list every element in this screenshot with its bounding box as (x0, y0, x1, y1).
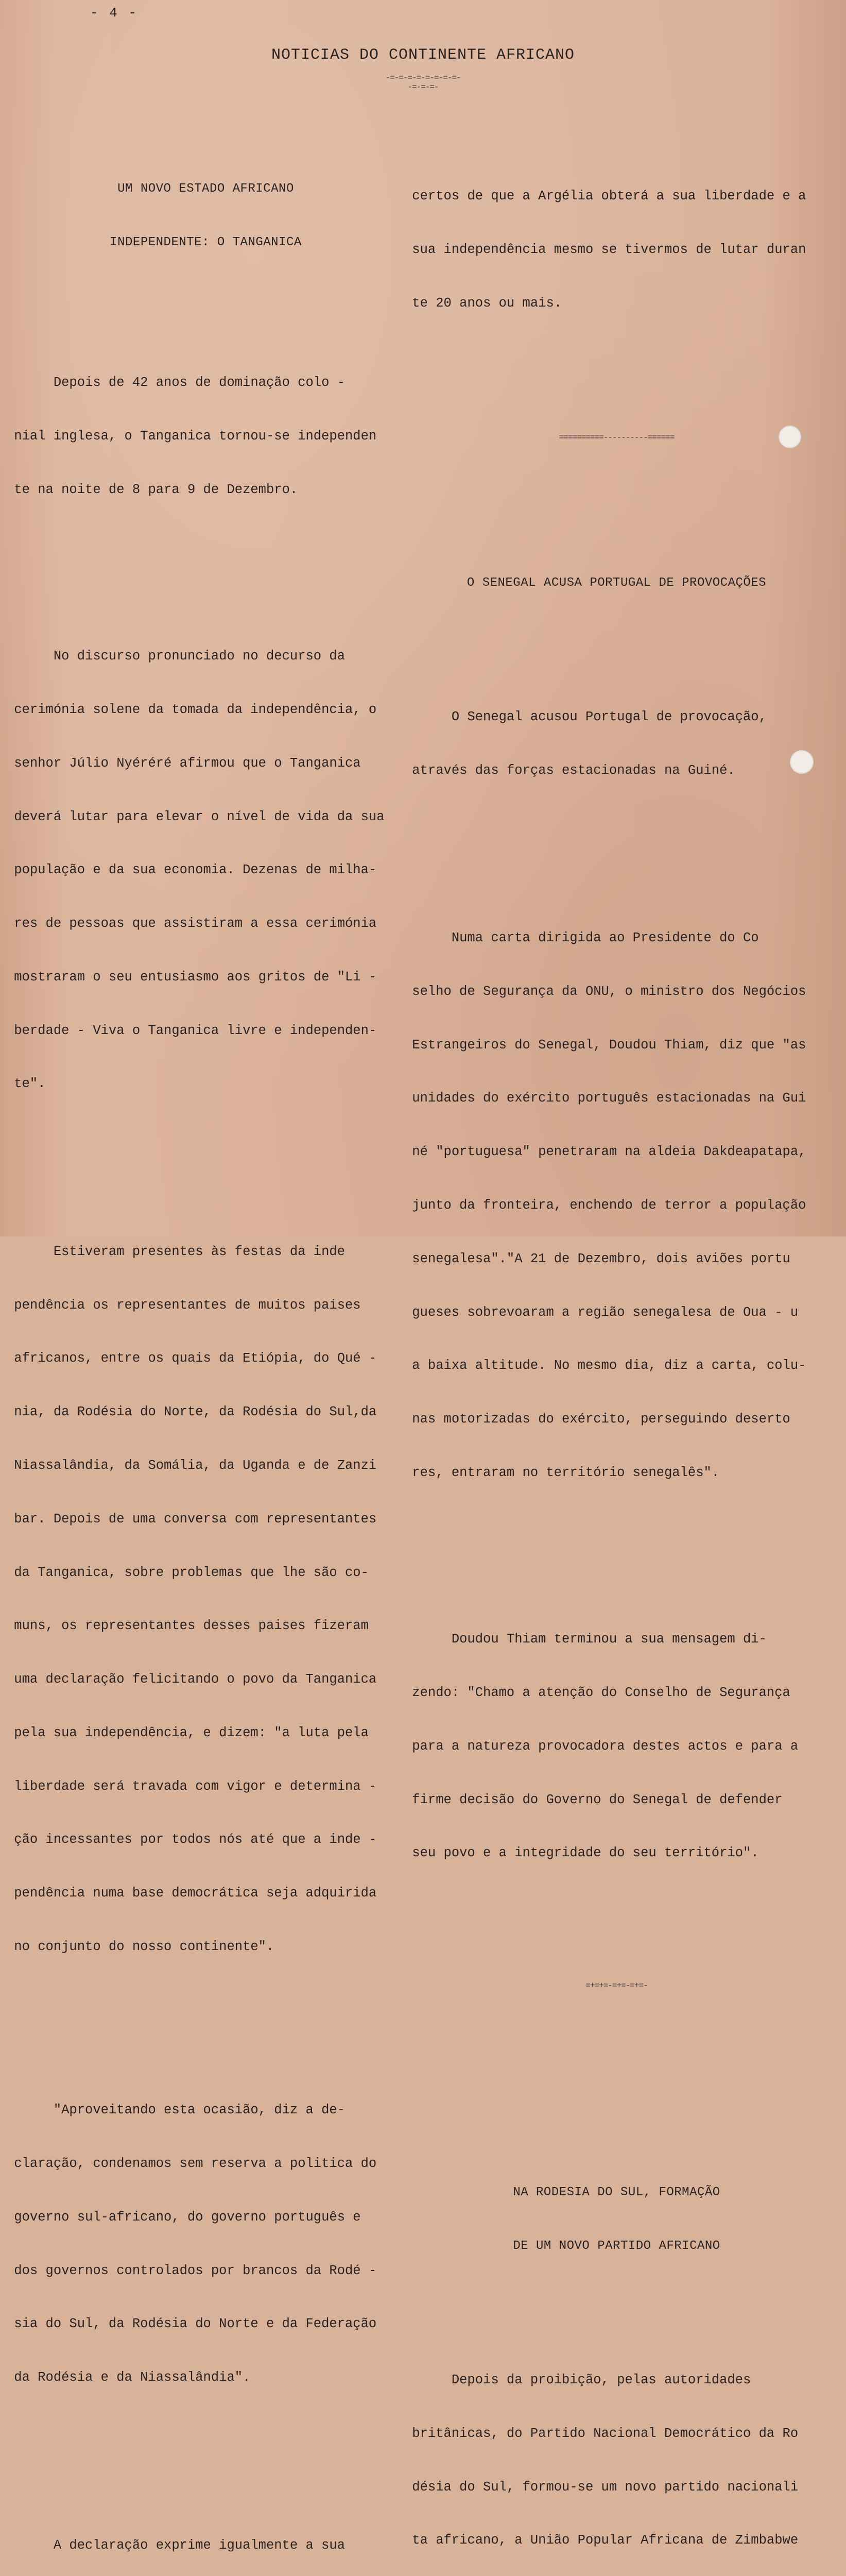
text-line: ção incessantes por todos nós até que a inde - (6, 1832, 377, 1848)
text-line: "Aproveitando esta ocasião, diz a de- (6, 2103, 346, 2118)
text-line: certos de que a Argélia obterá a sua liberdade e a (404, 189, 806, 204)
masthead-rule-top: -=-=-=-=-=-=-=-=- (385, 73, 461, 82)
text-line: zendo: "Chamo a atenção do Conselho de Segurança (404, 1685, 790, 1701)
section-divider: ==========----------====== (559, 433, 675, 443)
right-column (404, 116, 829, 2576)
paragraph (404, 1595, 829, 1898)
text-line: junto da fronteira, enchendo de terror a população (404, 1198, 806, 1213)
left-column (6, 109, 405, 2576)
text-line: pela sua independência, e dizem: "a luta pela (6, 1725, 369, 1740)
text-line: désia do Sul, formou-se um novo partido nacionali (404, 2479, 799, 2495)
text-line: bar. Depois de uma conversa com representantes (6, 1511, 377, 1527)
text-line: mostraram o seu entusiasmo aos gritos de "Li - (6, 969, 377, 985)
article-tanganica (6, 145, 405, 2576)
masthead-rule-bottom: -=-=-=- (407, 82, 439, 92)
text-line: nas motorizadas do exército, perseguindo deserto (404, 1412, 790, 1427)
article-radio-argelina-continued (404, 152, 829, 348)
text-line: liberdade será travada com vigor e determina - (6, 1778, 377, 1794)
punch-hole (779, 426, 801, 448)
text-line: uma declaração felicitando o povo da Tanganica (6, 1672, 377, 1687)
text-line: selho de Segurança da ONU, o ministro dos Negócios (404, 984, 806, 999)
text-line: berdade - Viva o Tanganica livre e independen- (6, 1023, 377, 1038)
paragraph (404, 673, 829, 816)
page-number: - 4 - (90, 5, 139, 21)
article-headline: INDEPENDENTE: O TANGANICA (110, 235, 302, 250)
text-line: pendência numa base democrática seja adquirida (6, 1886, 377, 1901)
text-line: cerimónia solene da tomada da independência, o (6, 702, 377, 717)
masthead-title: NOTICIAS DO CONTINENTE AFRICANO (271, 46, 575, 64)
article-headline: NA RODESIA DO SUL, FORMAÇÃO (513, 2185, 720, 2200)
article-headline: DE UM NOVO PARTIDO AFRICANO (513, 2239, 720, 2253)
text-line: Estiveram presentes às festas da inde (6, 1244, 346, 1259)
text-line: Depois de 42 anos de dominação colo - (6, 375, 346, 391)
text-line: A declaração exprime igualmente a sua (6, 2537, 346, 2553)
text-line: pendência os representantes de muitos paises (6, 1297, 361, 1313)
article-rodesia-do-sul (404, 2148, 829, 2576)
text-line: sua independência mesmo se tivermos de lutar duran (404, 242, 806, 258)
paragraph (404, 894, 829, 1518)
text-line: seu povo e a integridade do seu território". (404, 1845, 759, 1861)
text-line: governo sul-africano, do governo português e (6, 2209, 361, 2225)
text-line: claração, condenamos sem reserva a politica do (6, 2156, 377, 2172)
text-line: através das forças estacionadas na Guiné. (404, 762, 735, 778)
section-divider: =+=+=-=+=-=+=- (585, 1980, 648, 1990)
article-headline: UM NOVO ESTADO AFRICANO (117, 182, 294, 196)
paragraph (404, 2336, 829, 2576)
text-line: te na noite de 8 para 9 de Dezembro. (6, 482, 298, 497)
text-line: Niassalândia, da Somália, da Uganda e de Zanzi (6, 1458, 377, 1473)
text-line: dos governos controlados por brancos da Rodé - (6, 2263, 377, 2278)
text-line: No discurso pronunciado no decurso da (6, 649, 346, 664)
text-line: população e da sua economia. Dezenas de milha- (6, 862, 377, 878)
text-line: para a natureza provocadora destes actos e para a (404, 1738, 799, 1754)
article-senegal (404, 539, 829, 2030)
text-line: senhor Júlio Nyéréré afirmou que o Tanganica (6, 755, 361, 771)
text-line: unidades do exército português estacionadas na Gui (404, 1091, 806, 1106)
text-line: firme decisão do Governo do Senegal de defender (404, 1792, 783, 1807)
text-line: da Rodésia e da Niassalândia". (6, 2370, 251, 2385)
punch-hole (790, 750, 814, 774)
text-line: te". (6, 1076, 46, 1092)
paragraph (6, 2066, 405, 2422)
text-line: deverá lutar para elevar o nível de vida da sua (6, 809, 385, 824)
text-line: sia do Sul, da Rodésia do Norte e da Federação (6, 2316, 377, 2332)
text-line: britânicas, do Partido Nacional Democrático da Ro (404, 2426, 799, 2441)
text-line: senegalesa"."A 21 de Dezembro, dois aviões portu (404, 1251, 790, 1266)
paragraph (6, 2501, 405, 2576)
text-line: nial inglesa, o Tanganica tornou-se independen (6, 429, 377, 444)
text-line: res, entraram no território senegalês". (404, 1465, 720, 1480)
text-line: O Senegal acusou Portugal de provocação, (404, 709, 767, 724)
text-line: né "portuguesa" penetraram na aldeia Dakdeapatapa, (404, 1144, 806, 1160)
text-line: africanos, entre os quais da Etiópia, do Qué - (6, 1351, 377, 1366)
text-line: te 20 anos ou mais. (404, 295, 562, 311)
text-line: res de pessoas que assistiram a essa cerimónia (6, 916, 377, 931)
paragraph (6, 1208, 405, 1992)
text-line: ta africano, a União Popular Africana de Zimbabwe (404, 2533, 799, 2548)
text-line: nia, da Rodésia do Norte, da Rodésia do Sul,da (6, 1404, 377, 1420)
text-line: a baixa altitude. No mesmo dia, diz a carta, colu- (404, 1358, 806, 1374)
text-line: no conjunto do nosso continente". (6, 1939, 274, 1954)
text-line: muns, os representantes desses paises fizeram (6, 1618, 369, 1634)
text-line: Estrangeiros do Senegal, Doudou Thiam, diz que "as (404, 1037, 806, 1053)
text-line: gueses sobrevoaram a região senegalesa de Oua - u (404, 1304, 799, 1320)
article-headline: O SENEGAL ACUSA PORTUGAL DE PROVOCAÇÕES (467, 575, 767, 590)
paragraph (6, 612, 405, 1129)
text-line: Numa carta dirigida ao Presidente do Co (404, 930, 759, 946)
text-line: da Tanganica, sobre problemas que lhe são co- (6, 1565, 369, 1580)
text-line: Doudou Thiam terminou a sua mensagem di- (404, 1632, 767, 1647)
paragraph (6, 338, 405, 535)
text-line: Depois da proibição, pelas autoridades (404, 2372, 751, 2388)
